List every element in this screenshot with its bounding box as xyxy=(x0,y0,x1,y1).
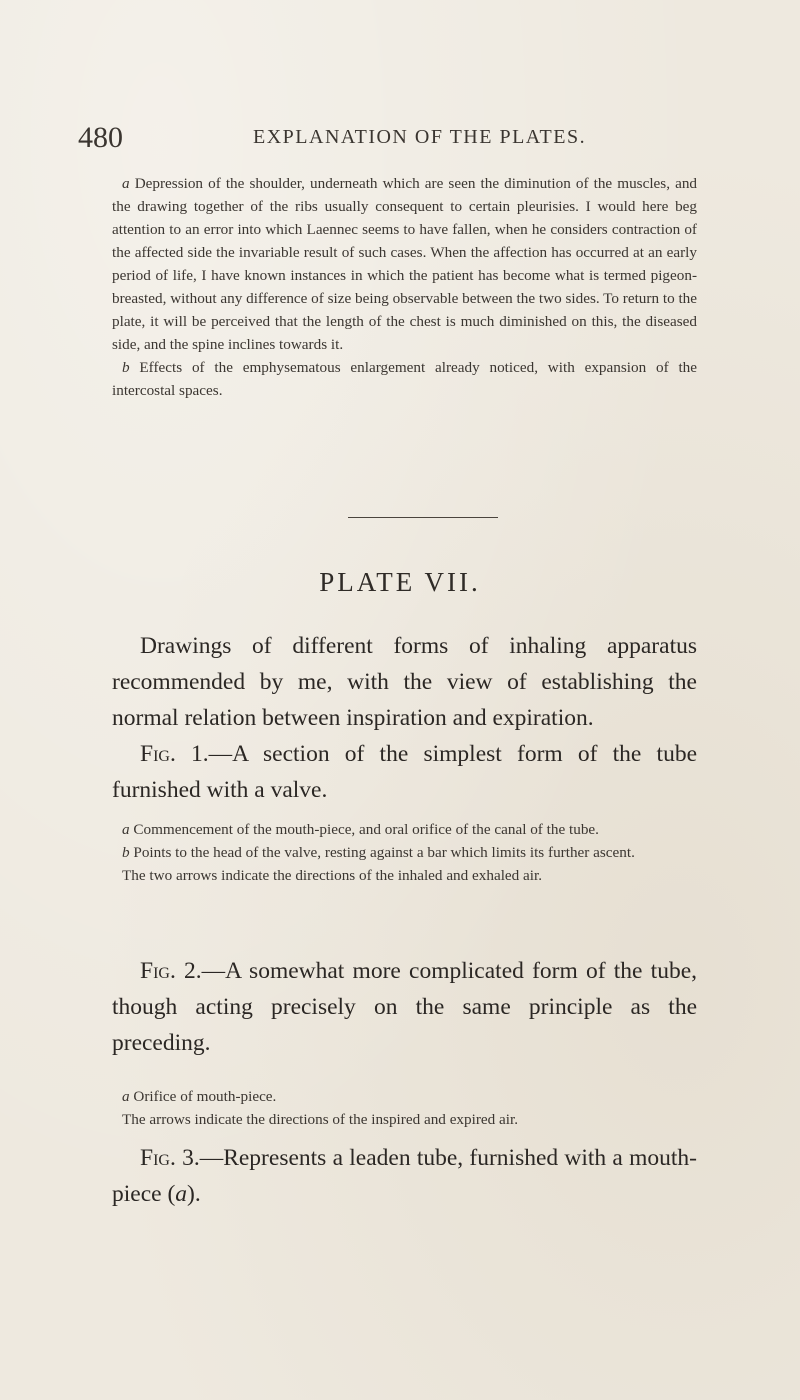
fig3-text: —Represents a leaden tube, furnished with a mouth-piece ( xyxy=(112,1145,697,1207)
running-head: EXPLANATION OF THE PLATES. xyxy=(253,126,587,148)
note-key: b xyxy=(122,359,130,376)
plate-title: PLATE VII. xyxy=(319,567,481,597)
note-key: a xyxy=(122,821,130,838)
fig2-block xyxy=(112,953,697,1061)
note-text: Depression of the shoulder, underneath which are seen the diminution of the muscles, and the drawing together of the ribs usually consequent to certain pleurisies. I would here beg attention to an error into which Laennec seems to have fallen, when he considers contraction of the affected side the invariable result of such cases. When the affection has occurred at an early period of life, I have known instances in which the patient has become what is termed pigeon-breasted, without any difference of size being observable between the two sides. To return to the plate, it will be perceived that the length of the chest is much diminished on this, the diseased side, and the spine inclines towards it. xyxy=(112,175,698,353)
note-text: Effects of the emphysematous enlargement already noticed, with expansion of the intercostal spaces. xyxy=(112,359,697,399)
fig1-note-b xyxy=(112,841,697,864)
fig1-text: —A section of the simplest form of the tube furnished with a valve. xyxy=(112,741,697,803)
fig1-notes xyxy=(112,818,697,887)
fig1-caption xyxy=(112,736,697,808)
fig2-label: Fig. 2. xyxy=(140,958,202,984)
fig2-text: —A somewhat more complicated form of the tube, though acting precisely on the same principle as the preceding. xyxy=(112,958,698,1056)
note-text: The two arrows indicate the directions of the inhaled and exhaled air. xyxy=(122,867,543,884)
note-key: a xyxy=(122,1088,130,1105)
fig1-note-arrows xyxy=(112,864,697,887)
note-b xyxy=(112,356,697,402)
note-key: a xyxy=(122,175,130,192)
fig3-label: Fig. 3. xyxy=(140,1145,200,1171)
note-key: b xyxy=(122,844,130,861)
fig2-caption xyxy=(112,953,697,1061)
note-text: The arrows indicate the directions of the inspired and expired air. xyxy=(122,1111,519,1128)
fig2-note-arrows xyxy=(112,1108,697,1131)
note-text: Orifice of mouth-piece. xyxy=(133,1088,277,1105)
fig2-notes xyxy=(112,1085,697,1131)
fig3-key: a xyxy=(175,1181,188,1207)
fig3-caption xyxy=(112,1140,697,1212)
page-number: 480 xyxy=(78,121,123,154)
plate-description xyxy=(112,628,697,736)
plate-description-text: Drawings of different forms of inhaling apparatus recommended by me, with the view of establishing the normal relation between inspiration and expiration. xyxy=(112,633,697,731)
fig2-note-a xyxy=(112,1085,697,1108)
plate-description-block xyxy=(112,628,697,808)
page-header xyxy=(78,118,660,158)
note-text: Points to the head of the valve, resting against a bar which limits its further ascent. xyxy=(133,844,635,861)
fig1-label: Fig. 1. xyxy=(140,741,209,767)
note-a xyxy=(112,172,697,356)
fig3-text-end: ). xyxy=(187,1181,201,1207)
section-divider xyxy=(348,517,498,518)
note-text: Commencement of the mouth-piece, and oral orifice of the canal of the tube. xyxy=(133,821,599,838)
fig3-block xyxy=(112,1140,697,1212)
previous-plate-notes xyxy=(112,172,697,402)
fig1-note-a xyxy=(112,818,697,841)
